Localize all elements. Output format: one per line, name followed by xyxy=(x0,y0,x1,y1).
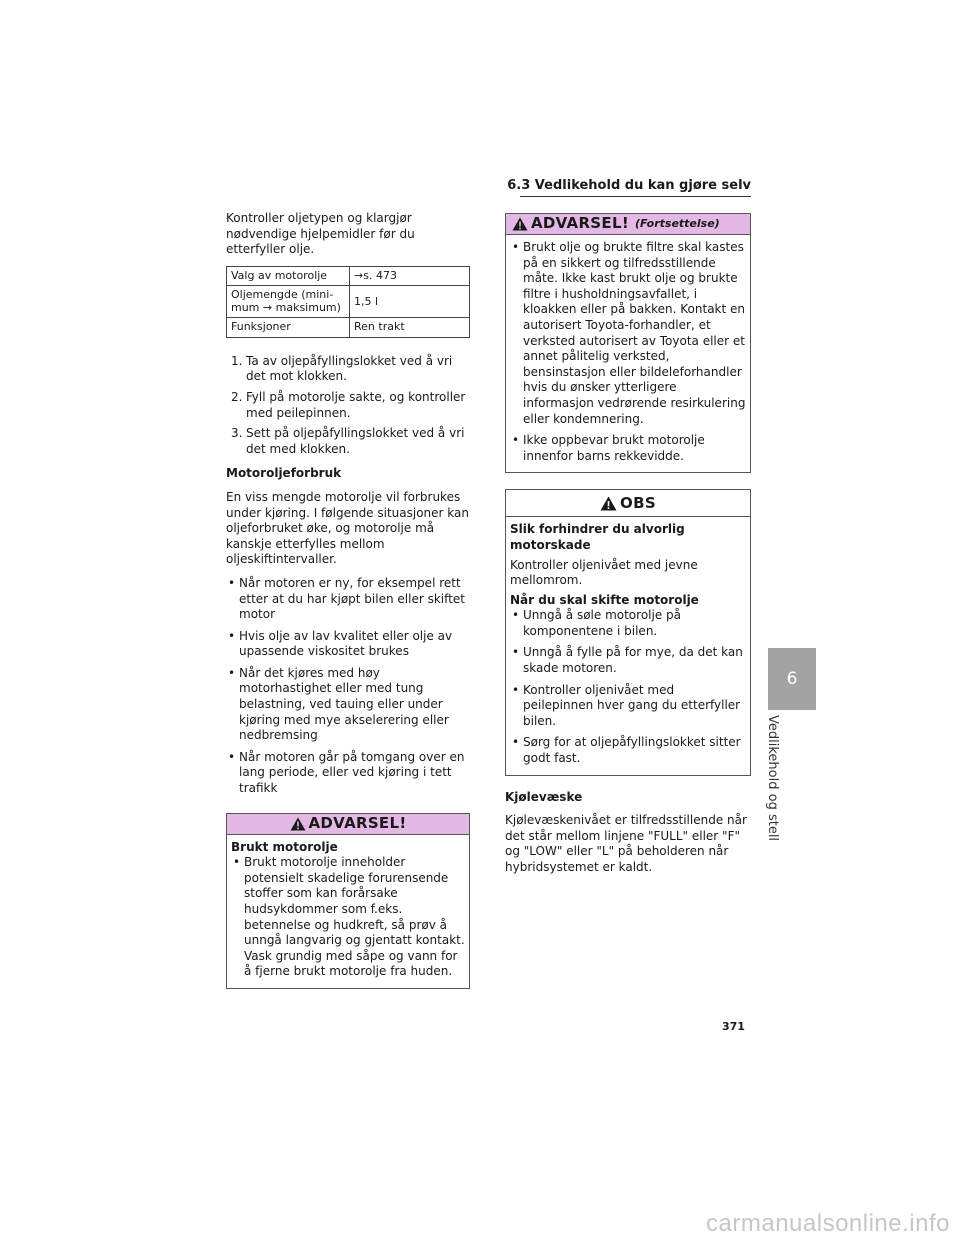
left-column xyxy=(226,211,470,999)
warning-continued-box xyxy=(505,213,751,473)
oil-spec-table xyxy=(226,266,470,338)
warning-header xyxy=(227,814,469,835)
list-item-text: Brukt motorolje inneholder potensielt skadelige forurensende stoffer som kan forårsake hudsykdommer som f.eks. betennelse og hudkreft, så prøv å unngå langvarig og gjentatt kontakt. Vask grundig med såpe og vann for å fjerne brukt motorolje fra huden. xyxy=(244,855,465,979)
list-item: • Hvis olje av lav kvalitet eller olje av upassende viskositet brukes xyxy=(228,628,453,659)
table-row xyxy=(227,286,470,318)
step-item xyxy=(226,354,470,385)
step-item xyxy=(226,426,470,457)
table-cell-label: Funksjoner xyxy=(227,318,350,338)
obs-list xyxy=(510,608,746,766)
warning-triangle-icon xyxy=(290,817,306,831)
section-title: 6.3 Vedlikehold du kan gjøre selv xyxy=(507,178,751,193)
header-rule xyxy=(520,196,751,197)
steps-list xyxy=(226,354,470,458)
list-item-text: Når det kjøres med høy motorhastighet eller med tung belastning, ved tauing eller under kjøring med mye akselerering eller nedbremsing xyxy=(239,665,449,743)
list-item: • Når motoren er ny, for eksempel rett etter at du har kjøpt bilen eller skiftet motor xyxy=(228,575,465,622)
warning-title: ADVARSEL! xyxy=(308,813,407,832)
list-item: • Når motoren går på tomgang over en lang periode, eller ved kjøring i tett trafikk xyxy=(228,749,465,796)
step-item xyxy=(226,390,470,421)
table-cell-value: Ren trakt xyxy=(350,318,470,338)
list-item-text: Sørg for at oljepåfyllingslokket sitter godt fast. xyxy=(523,735,741,766)
table-cell-label: Oljemengde (mini-mum → maksimum) xyxy=(227,286,350,318)
list-item: • Brukt motorolje inneholder potensielt skadelige forurensende stoffer som kan forårsake hudsykdommer som f.eks. betennelse og hudkreft, så prøv å unngå langvarig og gjentatt kontakt. Vask grundig med såpe og vann for å fjerne brukt motorolje fra huden. xyxy=(233,855,465,979)
warning-list xyxy=(231,855,465,980)
list-item: • Ikke oppbevar brukt motorolje innenfor barns rekkevidde. xyxy=(512,433,705,463)
table-cell-value: →s. 473 xyxy=(350,266,470,286)
list-item: • Når det kjøres med høy motorhastighet eller med tung belastning, ved tauing eller under kjøring med mye akselerering eller nedbremsing xyxy=(228,665,449,743)
warning-continued-body xyxy=(506,235,750,472)
list-item: • Unngå å fylle på for mye, da det kan skade motoren. xyxy=(512,645,743,676)
warning-continued-title: ADVARSEL! xyxy=(531,214,629,233)
chapter-label-text: Vedlikehold og stell xyxy=(765,715,780,842)
list-item: • Sørg for at oljepåfyllingslokket sitter godt fast. xyxy=(512,735,741,766)
step-number: 1. xyxy=(231,353,243,368)
obs-title: OBS xyxy=(620,493,656,512)
list-item-text: Når motoren er ny, for eksempel rett etter at du har kjøpt bilen eller skiftet motor xyxy=(239,575,465,622)
step-number: 3. xyxy=(231,426,243,441)
table-row xyxy=(227,266,470,286)
list-item-text: Brukt olje og brukte filtre skal kastes på en sikkert og tilfredsstillende måte. Ikke kast brukt olje og brukte filtre i husholdningsavfallet, i kloakken eller på bakken. Kontakt en autorisert Toyota-forhandler, et verksted autorisert av Toyota eller et annet pålitelig verksted, bensinstasjon eller bildeleforhandler hvis du ønsker ytterligere informasjon vedrørende resirkulering eller kondemnering. xyxy=(523,240,746,426)
obs-body xyxy=(506,517,750,774)
intro-paragraph: Kontroller oljetypen og klargjør nødvendige hjelpemidler før du etterfyller olje. xyxy=(226,211,415,257)
warning-continued-list xyxy=(510,240,746,464)
consumption-list xyxy=(226,576,470,797)
table-row xyxy=(227,318,470,338)
list-item: • Unngå å søle motorolje på komponentene i bilen. xyxy=(512,608,681,638)
obs-heading: Slik forhindrer du alvorlig motorskade xyxy=(510,522,685,552)
chapter-label xyxy=(765,715,790,845)
list-item-text: Unngå å søle motorolje på komponentene i bilen. xyxy=(523,608,681,638)
warning-continued-subtitle: (Fortsettelse) xyxy=(634,217,720,231)
obs-paragraph: Kontroller oljenivået med jevne mellomrom. xyxy=(510,557,698,588)
consumption-paragraph: En viss mengde motorolje vil forbrukes under kjøring. I følgende situasjoner kan oljeforbruket øke, og motorolje må kanskje etterfylles mellom oljeskiftintervaller. xyxy=(226,489,469,567)
step-text: Fyll på motorolje sakte, og kontroller med peilepinnen. xyxy=(246,389,466,420)
list-item-text: Hvis olje av lav kvalitet eller olje av upassende viskositet brukes xyxy=(239,628,453,659)
watermark: carmanualsonline.info xyxy=(706,1210,950,1237)
warning-box xyxy=(226,813,470,989)
coolant-heading: Kjølevæske xyxy=(505,789,583,804)
warning-triangle-icon xyxy=(512,217,528,231)
chapter-tab[interactable]: 6 xyxy=(768,648,816,710)
list-item-text: Kontroller oljenivået med peilepinnen hver gang du etterfyller bilen. xyxy=(523,682,741,728)
warning-body xyxy=(227,835,469,988)
page-number: 371 xyxy=(722,1020,745,1033)
list-item-text: Når motoren går på tomgang over en lang periode, eller ved kjøring i tett trafikk xyxy=(239,749,465,796)
consumption-heading: Motoroljeforbruk xyxy=(226,466,342,481)
list-item: • Kontroller oljenivået med peilepinnen hver gang du etterfyller bilen. xyxy=(512,682,741,728)
right-column xyxy=(505,213,751,884)
coolant-paragraph: Kjølevæskenivået er tilfredsstillende når det står mellom linjene "FULL" eller "F" og "LOW" eller "L" på beholderen når hybridsystemet er kaldt. xyxy=(505,813,747,874)
obs-box xyxy=(505,489,751,775)
warning-heading: Brukt motorolje xyxy=(231,839,338,854)
warning-continued-header xyxy=(506,214,750,235)
list-item-text: Ikke oppbevar brukt motorolje innenfor barns rekkevidde. xyxy=(523,433,705,463)
step-number: 2. xyxy=(231,389,243,404)
obs-header xyxy=(506,490,750,517)
table-cell-label: Valg av motorolje xyxy=(227,266,350,286)
obs-subheading: Når du skal skifte motorolje xyxy=(510,592,699,607)
list-item: • Brukt olje og brukte filtre skal kastes på en sikkert og tilfredsstillende måte. Ikke kast brukt olje og brukte filtre i husholdningsavfallet, i kloakken eller på bakken. Kontakt en autorisert Toyota-forhandler, et verksted autorisert av Toyota eller et annet pålitelig verksted, bensinstasjon eller bildeleforhandler hvis du ønsker ytterligere informasjon vedrørende resirkulering eller kondemnering. xyxy=(512,240,746,426)
step-text: Ta av oljepåfyllingslokket ved å vri det mot klokken. xyxy=(246,353,453,384)
caution-triangle-icon xyxy=(600,496,617,511)
table-cell-value: 1,5 l xyxy=(350,286,470,318)
step-text: Sett på oljepåfyllingslokket ved å vri det med klokken. xyxy=(246,426,465,456)
list-item-text: Unngå å fylle på for mye, da det kan skade motoren. xyxy=(523,645,743,676)
